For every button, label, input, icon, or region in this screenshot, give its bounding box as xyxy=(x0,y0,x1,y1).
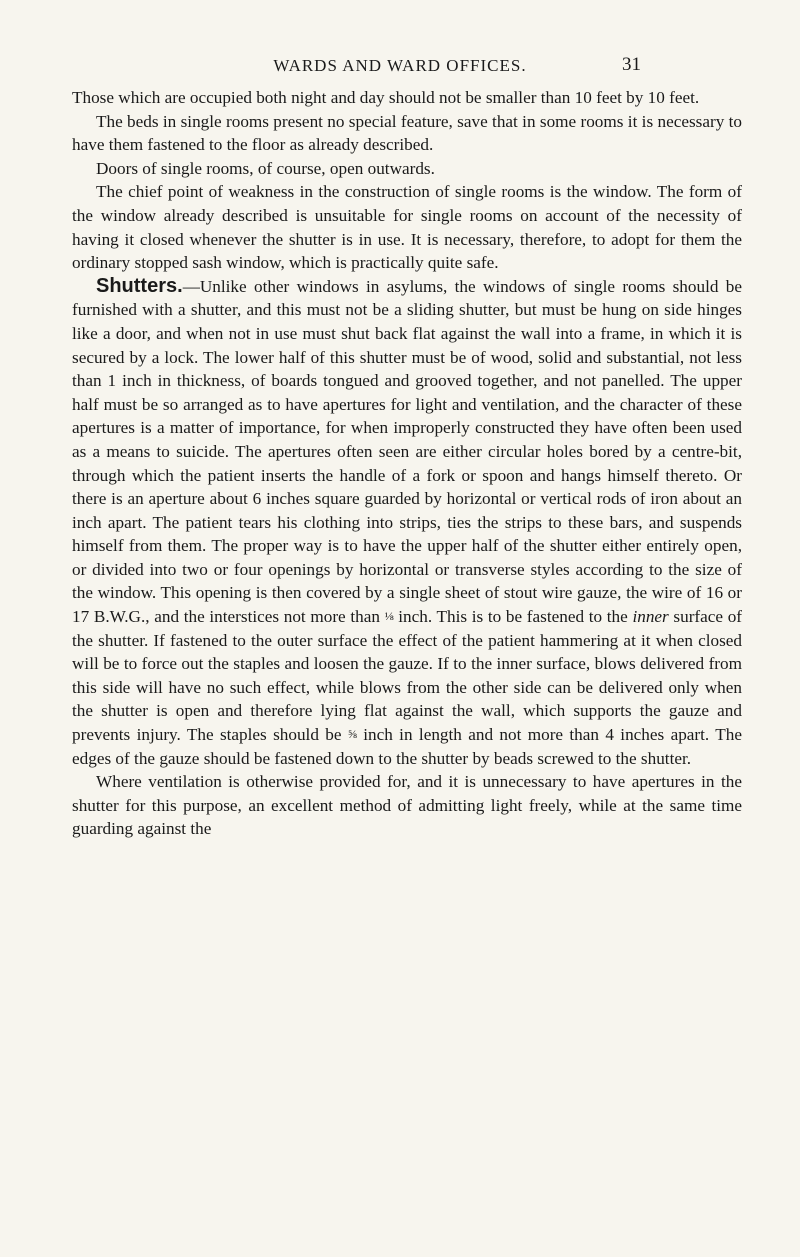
paragraph-3: Doors of single rooms, of course, open outwards. xyxy=(96,158,435,178)
shutters-text-a: —Unlike other windows in asylums, the windows of single rooms should be furnished with a shutter, and this must not be a sliding shutter, but must be hung on side hinges like a door, and when not in use must shut back flat against the wall into a frame, in which it is secured by a lock. The lower half of this shutter must be of wood, solid and substantial, not less than 1 inch in thickness, of boards tongued and grooved together, and not panelled. The upper half must be so arranged as to have apertures for light and ventilation, and the character of these apertures is a matter of importance, for when improperly constructed they have often been used as a means to suicide. The apertures often seen are either circular holes bored by a centre-bit, through which the patient inserts the handle of a fork or spoon and hangs himself thereto. Or there is an aperture about 6 inches square guarded by horizontal or vertical rods of iron about an inch apart. The patient tears his clothing into strips, ties the strips to these bars, and suspends himself from them. The proper way is to have the upper half of the shutter either entirely open, or divided into two or four openings by horizontal or transverse styles according to the size of the window. This opening is then covered by a single sheet of stout wire gauze, the wire of 16 or 17 B.W.G., and the interstices not more than xyxy=(72,276,742,627)
shutters-text-c: surface of the shutter. If fastened to the outer surface the effect of the patient hammering at it when closed will be to force out the staples and loosen the gauze. If to the inner surface, blows delivered from this side will have no such effect, while blows from the other side can be delivered only when the shutter is open and therefore lying flat against the wall, which supports the gauze and prevents injury. The staples should be xyxy=(72,607,743,745)
section-heading-shutters: Shutters. xyxy=(96,274,183,297)
paragraph-shutters xyxy=(72,275,742,770)
running-head: WARDS AND WARD OFFICES. xyxy=(273,56,527,75)
paragraph-2: The beds in single rooms present no special feature, save that in some rooms it is necessary to have them fastened to the floor as already described. xyxy=(72,111,742,155)
paragraph-6: Where ventilation is otherwise provided for, and it is unnecessary to have apertures in the shutter for this purpose, an excellent method of admitting light freely, while at the same time guarding against the xyxy=(72,772,742,839)
paragraph-4: The chief point of weakness in the construction of single rooms is the window. The form of the window already described is unsuitable for single rooms on account of the necessity of having it closed whenever the shutter is in use. It is necessary, therefore, to adopt for them the ordinary stopped sash window, which is practically quite safe. xyxy=(72,182,742,273)
fraction-five-eighths: ⅝ xyxy=(347,727,357,742)
fraction-one-eighth: ⅛ xyxy=(384,609,394,624)
paragraph-1: Those which are occupied both night and day should not be smaller than 10 feet by 10 feet. xyxy=(72,88,700,107)
body-text xyxy=(72,86,742,841)
shutters-text-d: inch in length and not more than 4 inches apart. The edges of the gauze should be fastened down to the shutter by beads screwed to the shutter. xyxy=(72,725,742,768)
italic-inner: inner xyxy=(632,607,669,627)
shutters-text-b: inch. This is to be fastened to the xyxy=(393,607,628,627)
page-number: 31 xyxy=(622,54,641,75)
